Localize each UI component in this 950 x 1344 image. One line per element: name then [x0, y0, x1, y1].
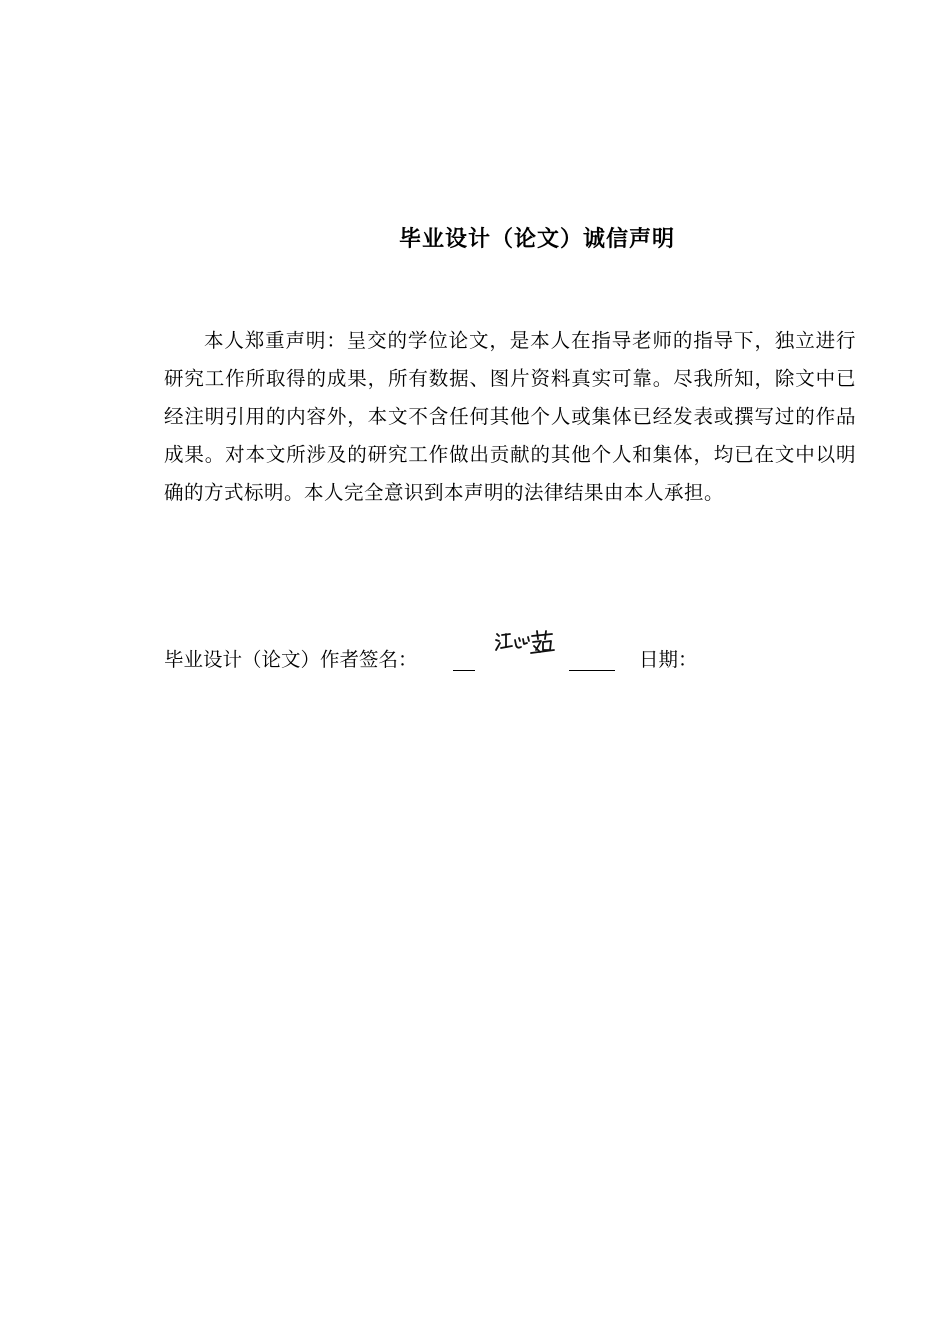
signature-underline-right — [569, 670, 615, 671]
signature-underline-left — [453, 670, 475, 671]
date-label: 日期： — [639, 648, 698, 671]
signature-label: 毕业设计（论文）作者签名： — [164, 648, 418, 671]
handwritten-signature — [494, 628, 558, 660]
page-title: 毕业设计（论文）诚信声明 — [398, 227, 675, 252]
declaration-paragraph: 本人郑重声明：呈交的学位论文，是本人在指导老师的指导下，独立进行研究工作所取得的成果，所有数据、图片资料真实可靠。尽我所知，除文中已经注明引用的内容外，本文不含任何其他个人或集体已经发表或撰写过的作品成果。对本文所涉及的研究工作做出贡献的其他个人和集体，均已在文中以明确的方式标明。本人完全意识到本声明的法律结果由本人承担。 — [164, 329, 856, 504]
